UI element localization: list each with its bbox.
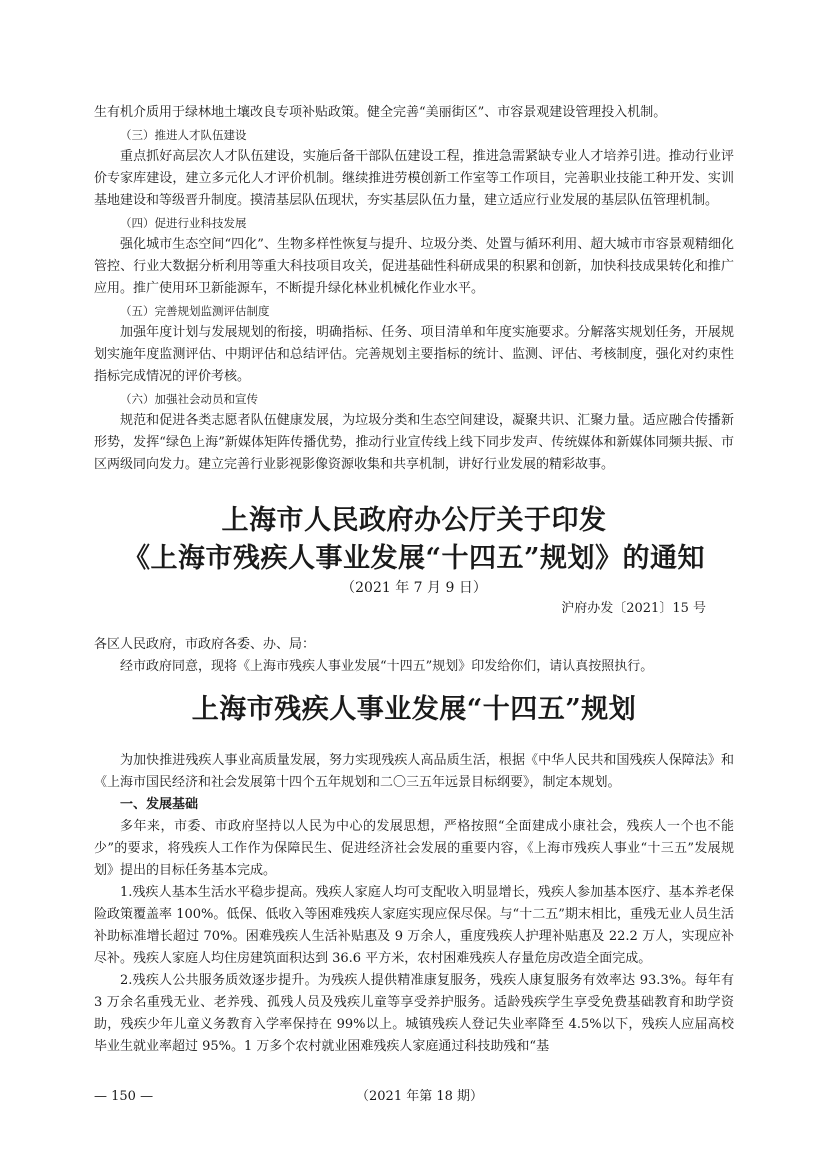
- notice-body: 经市政府同意，现将《上海市残疾人事业发展“十四五”规划》印发给你们，请认真按照执行。: [120, 659, 654, 674]
- notice-title-line1: 上海市人民政府办公厅关于印发: [221, 505, 607, 536]
- subsection-heading-3: （三）推进人才队伍建设: [120, 128, 247, 142]
- point-2: 2.残疾人公共服务质效逐步提升。为残疾人提供精准康复服务，残疾人康复服务有效率达 93.3%。每年有 3 万余名重残无业、老养残、孤残人员及残疾儿童等享受养护服务。适龄残疾学生享受免费基础教育和助学资助，残疾少年儿童义务教育入学率保持在 99%以上。城镇残疾人登记失业率降至 4.5%以下，残疾人应届高校毕业生就业率超过 95%。1 万多个农村就业困难残疾人家庭通过科技助残和“基: [94, 973, 734, 1054]
- plan-title: 上海市残疾人事业发展“十四五”规划: [191, 694, 637, 725]
- notice-title-line2: 《上海市残疾人事业发展“十四五”规划》的通知: [122, 543, 706, 574]
- subsection-heading-4: （四）促进行业科技发展: [120, 216, 247, 230]
- point-1: 1.残疾人基本生活水平稳步提高。残疾人家庭人均可支配收入明显增长，残疾人参加基本医疗、基本养老保险政策覆盖率 100%。低保、低收入等困难残疾人家庭实现应保尽保。与“十二五”期末相比，重残无业人员生活补助标准增长超过 70%。困难残疾人生活补贴惠及 9 万余人，重度残疾人护理补贴惠及 22.2 万人，实现应补尽补。残疾人家庭人均住房建筑面积达到 36.6 平方米，农村困难残疾人存量危房改造全面完成。: [94, 885, 734, 966]
- notice-addressee: 各区人民政府，市政府各委、办、局：: [94, 637, 316, 652]
- section-paragraph: 多年来，市委、市政府坚持以人民为中心的发展思想，严格按照“全面建成小康社会，残疾人一个也不能少”的要求，将残疾人工作作为保障民生、促进经济社会发展的重要内容，《上海市残疾人事业“十三五”发展规划》提出的目标任务基本完成。: [94, 819, 734, 878]
- plan-intro: 为加快推进残疾人事业高质量发展，努力实现残疾人高品质生活，根据《中华人民共和国残疾人保障法》和《上海市国民经济和社会发展第十四个五年规划和二〇三五年远景目标纲要》，制定本规划。: [94, 753, 734, 790]
- continued-paragraph: 生有机介质用于绿林地土壤改良专项补贴政策。健全完善“美丽街区”、市容景观建设管理投入机制。: [94, 105, 667, 120]
- subsection-heading-5: （五）完善规划监测评估制度: [120, 304, 270, 318]
- document-page: [94, 102, 734, 1058]
- subsection-heading-6: （六）加强社会动员和宣传: [120, 392, 258, 406]
- document-number: 沪府办发〔2021〕15 号: [561, 601, 706, 616]
- subsection-text-5: 加强年度计划与发展规划的衔接，明确指标、任务、项目清单和年度实施要求。分解落实规划任务，开展规划实施年度监测评估、中期评估和总结评估。完善规划主要指标的统计、监测、评估、考核制度，强化对约束性指标完成情况的评价考核。: [94, 325, 734, 384]
- notice-date: （2021 年 7 月 9 日）: [341, 580, 487, 596]
- subsection-text-4: 强化城市生态空间“四化”、生物多样性恢复与提升、垃圾分类、处置与循环利用、超大城市市容景观精细化管控、行业大数据分析利用等重大科技项目攻关，促进基础性科研成果的积累和创新，加快科技成果转化和推广应用。推广使用环卫新能源车，不断提升绿化林业机械化作业水平。: [94, 237, 734, 296]
- section-heading-basis: 一、发展基础: [120, 797, 199, 812]
- issue-label: （2021 年第 18 期）: [356, 1089, 484, 1104]
- page-number: — 150 —: [94, 1089, 154, 1104]
- subsection-text-3: 重点抓好高层次人才队伍建设，实施后备干部队伍建设工程，推进急需紧缺专业人才培养引进。推动行业评价专家库建设，建立多元化人才评价机制。继续推进劳模创新工作室等工作项目，完善职业技能工种开发、实训基地建设和等级晋升制度。摸清基层队伍现状，夯实基层队伍力量，建立适应行业发展的基层队伍管理机制。: [94, 149, 734, 208]
- subsection-text-6: 规范和促进各类志愿者队伍健康发展，为垃圾分类和生态空间建设，凝聚共识、汇聚力量。适应融合传播新形势，发挥“绿色上海”新媒体矩阵传播优势，推动行业宣传线上线下同步发声、传统媒体和新媒体同频共振、市区两级同向发力。建立完善行业影视影像资源收集和共享机制，讲好行业发展的精彩故事。: [94, 413, 734, 472]
